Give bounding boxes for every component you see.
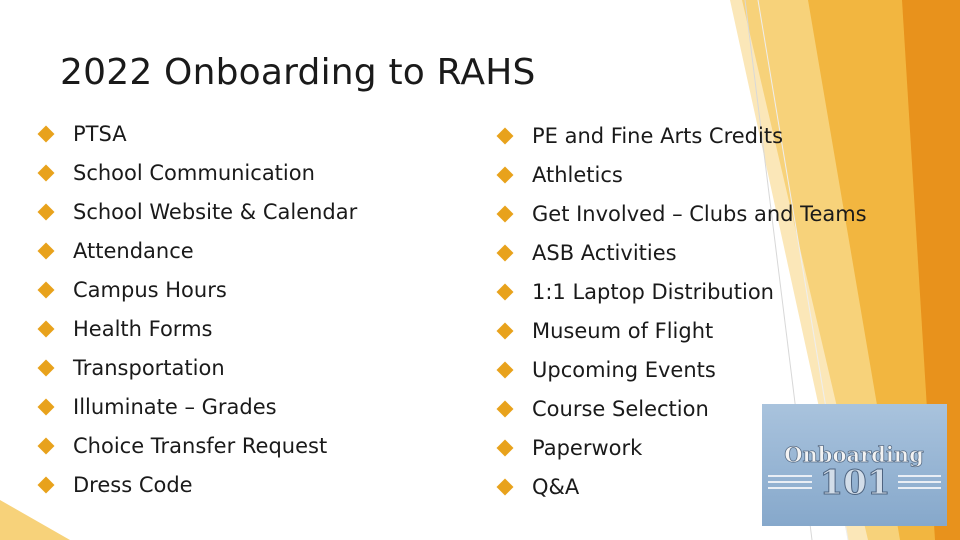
list-item-label: Get Involved – Clubs and Teams bbox=[532, 202, 867, 226]
list-item-label: Paperwork bbox=[532, 436, 643, 460]
list-item-label: School Communication bbox=[73, 161, 315, 185]
list-item-label: Course Selection bbox=[532, 397, 709, 421]
list-item-label: Athletics bbox=[532, 163, 623, 187]
list-item-label: Museum of Flight bbox=[532, 319, 714, 343]
list-item-label: 1:1 Laptop Distribution bbox=[532, 280, 774, 304]
list-item-label: PE and Fine Arts Credits bbox=[532, 124, 784, 148]
list-item-label: Health Forms bbox=[73, 317, 213, 341]
list-item-label: Q&A bbox=[532, 475, 580, 499]
list-item-label: Campus Hours bbox=[73, 278, 227, 302]
list-item-label: Choice Transfer Request bbox=[73, 434, 328, 458]
logo-line2: 101 bbox=[819, 463, 891, 503]
list-item-label: School Website & Calendar bbox=[73, 200, 358, 224]
list-item-label: Upcoming Events bbox=[532, 358, 716, 382]
list-item-label: PTSA bbox=[73, 122, 127, 146]
slide-title: 2022 Onboarding to RAHS bbox=[60, 52, 536, 93]
list-item-label: Transportation bbox=[73, 356, 225, 380]
list-item-label: Illuminate – Grades bbox=[73, 395, 277, 419]
list-item-label: Attendance bbox=[73, 239, 194, 263]
list-item-label: Dress Code bbox=[73, 473, 193, 497]
onboarding-101-logo bbox=[762, 404, 947, 526]
logo-line1: Onboarding bbox=[784, 442, 924, 467]
list-item-label: ASB Activities bbox=[532, 241, 677, 265]
